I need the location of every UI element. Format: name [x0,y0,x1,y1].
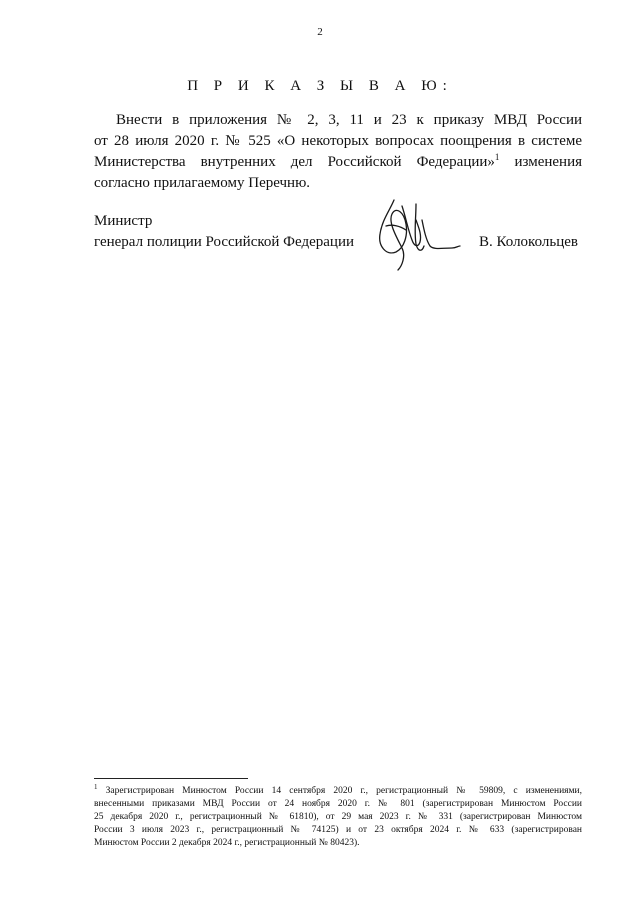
footnote-line: внесенными приказами МВД России от 24 ноября 2020 г. № 801 (зарегистрирован Минюстом России [94,799,582,809]
signatory-position-line: генерал полиции Российской Федерации [94,234,355,250]
footnote [94,785,582,850]
signatory-position [94,211,354,253]
order-text-segment: Министерства внутренних дел Российской Федерации» [94,154,495,170]
order-text-line: от 28 июля 2020 г. № 525 «О некоторых вопросах поощрения в системе [94,133,582,149]
order-text-line: Внести в приложения № 2, 3, 11 и 23 к приказу МВД России [116,112,582,128]
signatory-name: В. Колокольцев [479,234,578,250]
footnote-line: России 3 июля 2023 г., регистрационный № 74125) и от 23 октября 2024 г. № 633 (зарегистрирован [94,825,582,835]
footnote-marker: 1 [94,783,98,791]
footnote-line-text: Зарегистрирован Минюстом России 14 сентября 2020 г., регистрационный № 59809, с изменениями, [105,786,583,796]
page-number: 2 [317,26,323,38]
footnote-line [94,785,582,798]
footnote-reference: 1 [494,152,500,162]
footnote-divider [94,778,248,779]
footnote-line: 25 декабря 2020 г., регистрационный № 61810), от 29 мая 2023 г. № 331 (зарегистрирован Минюстом [94,812,582,822]
signatory-position-line: Министр [94,213,153,229]
order-text-line: согласно прилагаемому Перечню. [94,175,311,191]
order-text-segment: изменения [514,154,583,170]
footnote-line: Минюстом России 2 декабря 2024 г., регистрационный № 80423). [94,838,360,848]
order-text-line [94,152,582,173]
order-text [94,110,582,194]
order-heading: П Р И К А З Ы В А Ю: [187,78,453,94]
handwritten-signature [372,196,462,276]
